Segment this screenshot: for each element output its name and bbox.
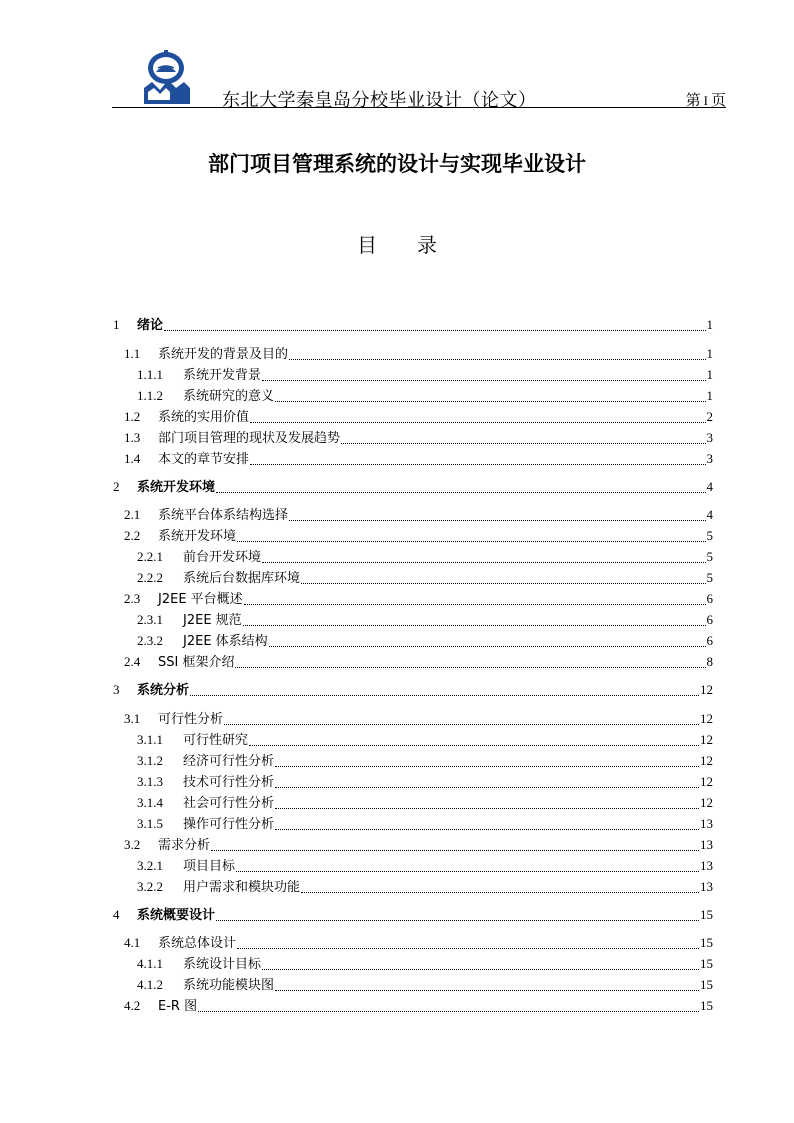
toc-entry-title: 系统开发环境 [158, 529, 237, 544]
toc-entry-title: 可行性分析 [158, 712, 224, 727]
toc-entry-number: 3.2.2 [137, 879, 163, 894]
toc-entry-number: 4.1.1 [137, 956, 163, 971]
toc-entry[interactable] [137, 856, 713, 876]
toc-entry[interactable] [137, 954, 713, 974]
toc-entry[interactable] [113, 905, 713, 925]
toc-entry[interactable] [137, 631, 713, 651]
toc-leader-dots [289, 358, 705, 360]
toc-leader-dots [236, 870, 699, 872]
toc-entry-number: 3.1.3 [137, 774, 163, 789]
toc-entry-title: 系统后台数据库环境 [183, 571, 301, 586]
toc-entry-number: 2.3.1 [137, 612, 163, 627]
toc-entry-number: 3.1.2 [137, 753, 163, 768]
toc-entry[interactable] [137, 814, 713, 834]
toc-entry[interactable] [137, 610, 713, 630]
page-number: I [703, 93, 708, 108]
toc-entry-page: 12 [700, 732, 713, 747]
toc-entry-page: 1 [706, 346, 713, 361]
toc-leader-dots [243, 624, 706, 626]
toc-entry-page: 2 [706, 409, 713, 424]
toc-entry[interactable] [124, 526, 713, 546]
document-title: 部门项目管理系统的设计与实现毕业设计 [208, 152, 586, 176]
toc-entry-page: 5 [706, 570, 713, 585]
toc-entry-page: 5 [706, 549, 713, 564]
toc-leader-dots [224, 723, 699, 725]
toc-entry-number: 2 [113, 479, 120, 494]
toc-entry-title: J2EE 规范 [183, 613, 242, 628]
toc-entry-number: 3.1.5 [137, 816, 163, 831]
toc-entry-page: 13 [700, 837, 713, 852]
toc-leader-dots [190, 694, 699, 696]
toc-entry-title: 系统开发环境 [137, 480, 216, 495]
toc-leader-dots [198, 1010, 699, 1012]
toc-entry-number: 2.3.2 [137, 633, 163, 648]
toc-entry-page: 8 [706, 654, 713, 669]
toc-leader-dots [275, 765, 699, 767]
toc-entry[interactable] [124, 652, 713, 672]
toc-leader-dots [275, 807, 699, 809]
toc-entry[interactable] [137, 975, 713, 995]
toc-entry-number: 1.3 [124, 430, 141, 445]
toc-entry-page: 15 [700, 935, 713, 950]
toc-entry-title: J2EE 体系结构 [183, 634, 268, 649]
toc-entry[interactable] [124, 428, 713, 448]
toc-entry-number: 3.2 [124, 837, 141, 852]
toc-entry-number: 2.1 [124, 507, 141, 522]
toc-entry-title: J2EE 平台概述 [158, 592, 243, 607]
toc-entry-title: 操作可行性分析 [183, 817, 275, 832]
toc-entry[interactable] [113, 680, 713, 700]
toc-entry-number: 3.1.1 [137, 732, 163, 747]
school-name: 东北大学秦皇岛分校毕业设计（论文） [222, 90, 537, 111]
toc-entry-title: 系统概要设计 [137, 908, 216, 923]
toc-entry-number: 3.2.1 [137, 858, 163, 873]
toc-entry[interactable] [124, 449, 713, 469]
toc-entry-page: 4 [706, 479, 713, 494]
toc-entry-number: 2.2.1 [137, 549, 163, 564]
toc-entry[interactable] [137, 793, 713, 813]
toc-entry-number: 4.1 [124, 935, 141, 950]
toc-entry-number: 4.2 [124, 998, 141, 1013]
toc-leader-dots [269, 645, 706, 647]
toc-entry[interactable] [137, 386, 713, 406]
toc-entry[interactable] [124, 344, 713, 364]
toc-entry-number: 1.1.1 [137, 367, 163, 382]
toc-entry-page: 13 [700, 816, 713, 831]
toc-entry-page: 15 [700, 998, 713, 1013]
page-prefix: 第 [685, 91, 701, 109]
page-suffix: 页 [710, 91, 726, 109]
toc-leader-dots [275, 828, 699, 830]
toc-entry-page: 6 [706, 633, 713, 648]
toc-entry-number: 1.4 [124, 451, 141, 466]
toc-leader-dots [250, 463, 705, 465]
toc-entry-title: 部门项目管理的现状及发展趋势 [158, 431, 341, 446]
toc-entry[interactable] [124, 996, 713, 1016]
toc-entry-title: 系统平台体系结构选择 [158, 508, 289, 523]
toc-entry-title: 系统开发背景 [183, 368, 262, 383]
toc-entry-number: 2.2.2 [137, 570, 163, 585]
toc-entry-page: 4 [706, 507, 713, 522]
toc-leader-dots [301, 891, 699, 893]
toc-leader-dots [237, 540, 705, 542]
toc-entry[interactable] [137, 877, 713, 897]
toc-entry[interactable] [113, 315, 713, 335]
toc-entry-page: 1 [706, 388, 713, 403]
toc-entry[interactable] [124, 835, 713, 855]
toc-heading-char-2: 录 [417, 233, 437, 257]
toc-entry-number: 3 [113, 682, 120, 697]
toc-entry-title: 系统分析 [137, 683, 190, 698]
toc-entry[interactable] [137, 772, 713, 792]
toc-entry-page: 5 [706, 528, 713, 543]
toc-entry-title: 社会可行性分析 [183, 796, 275, 811]
toc-entry-title: 可行性研究 [183, 733, 249, 748]
toc-entry[interactable] [124, 407, 713, 427]
toc-entry-number: 2.2 [124, 528, 141, 543]
toc-leader-dots [216, 919, 699, 921]
toc-entry-title: 项目目标 [183, 859, 236, 874]
toc-entry-page: 13 [700, 879, 713, 894]
toc-entry-number: 2.3 [124, 591, 141, 606]
toc-leader-dots [244, 603, 706, 605]
toc-entry[interactable] [137, 547, 713, 567]
toc-entry-number: 3.1.4 [137, 795, 163, 810]
toc-entry[interactable] [124, 933, 713, 953]
toc-entry-page: 12 [700, 711, 713, 726]
toc-entry-number: 1.2 [124, 409, 141, 424]
toc-leader-dots [237, 947, 699, 949]
toc-entry-page: 6 [706, 612, 713, 627]
toc-heading-char-1: 目 [357, 233, 377, 257]
toc-leader-dots [262, 379, 705, 381]
toc-entry-title: SSI 框架介绍 [158, 655, 235, 670]
toc-entry-number: 1.1 [124, 346, 141, 361]
toc-entry[interactable] [137, 751, 713, 771]
toc-leader-dots [289, 519, 705, 521]
toc-entry[interactable] [124, 505, 713, 525]
toc-leader-dots [249, 744, 699, 746]
toc-entry[interactable] [124, 709, 713, 729]
toc-entry-title: 系统总体设计 [158, 936, 237, 951]
toc-entry[interactable] [137, 568, 713, 588]
toc-entry-page: 13 [700, 858, 713, 873]
toc-entry-page: 1 [706, 367, 713, 382]
toc-leader-dots [275, 989, 699, 991]
toc-entry-page: 12 [700, 774, 713, 789]
toc-leader-dots [164, 329, 705, 331]
toc-entry[interactable] [124, 589, 713, 609]
toc-entry-title: E-R 图 [158, 999, 198, 1014]
toc-entry-title: 系统的实用价值 [158, 410, 250, 425]
toc-leader-dots [235, 666, 705, 668]
toc-entry-page: 12 [700, 753, 713, 768]
toc-entry-title: 系统设计目标 [183, 957, 262, 972]
toc-entry-page: 3 [706, 451, 713, 466]
toc-entry-page: 15 [700, 956, 713, 971]
toc-entry-number: 1.1.2 [137, 388, 163, 403]
toc-entry-title: 本文的章节安排 [158, 452, 250, 467]
toc-entry-title: 技术可行性分析 [183, 775, 275, 790]
toc-leader-dots [262, 968, 699, 970]
toc-leader-dots [262, 561, 705, 563]
toc-entry[interactable] [137, 365, 713, 385]
toc-leader-dots [275, 400, 705, 402]
toc-entry-title: 前台开发环境 [183, 550, 262, 565]
toc-entry[interactable] [113, 477, 713, 497]
toc-leader-dots [301, 582, 705, 584]
toc-entry[interactable] [137, 730, 713, 750]
toc-entry-page: 15 [700, 977, 713, 992]
toc-entry-title: 系统开发的背景及目的 [158, 347, 289, 362]
toc-entry-number: 4 [113, 907, 120, 922]
toc-leader-dots [216, 491, 705, 493]
toc-entry-title: 需求分析 [158, 838, 211, 853]
toc-entry-page: 12 [700, 795, 713, 810]
toc-entry-number: 2.4 [124, 654, 141, 669]
toc-entry-number: 4.1.2 [137, 977, 163, 992]
toc-entry-page: 1 [706, 317, 713, 332]
toc-entry-title: 系统研究的意义 [183, 389, 275, 404]
toc-leader-dots [275, 786, 699, 788]
toc-entry-page: 3 [706, 430, 713, 445]
toc-entry-page: 12 [700, 682, 713, 697]
toc-entry-title: 用户需求和模块功能 [183, 880, 301, 895]
toc-entry-title: 经济可行性分析 [183, 754, 275, 769]
toc-entry-number: 1 [113, 317, 120, 332]
toc-entry-number: 3.1 [124, 711, 141, 726]
toc-leader-dots [211, 849, 699, 851]
toc-entry-title: 绪论 [137, 318, 164, 333]
toc-entry-title: 系统功能模块图 [183, 978, 275, 993]
toc-entry-page: 6 [706, 591, 713, 606]
toc-leader-dots [341, 442, 705, 444]
toc-entry-page: 15 [700, 907, 713, 922]
toc-leader-dots [250, 421, 705, 423]
